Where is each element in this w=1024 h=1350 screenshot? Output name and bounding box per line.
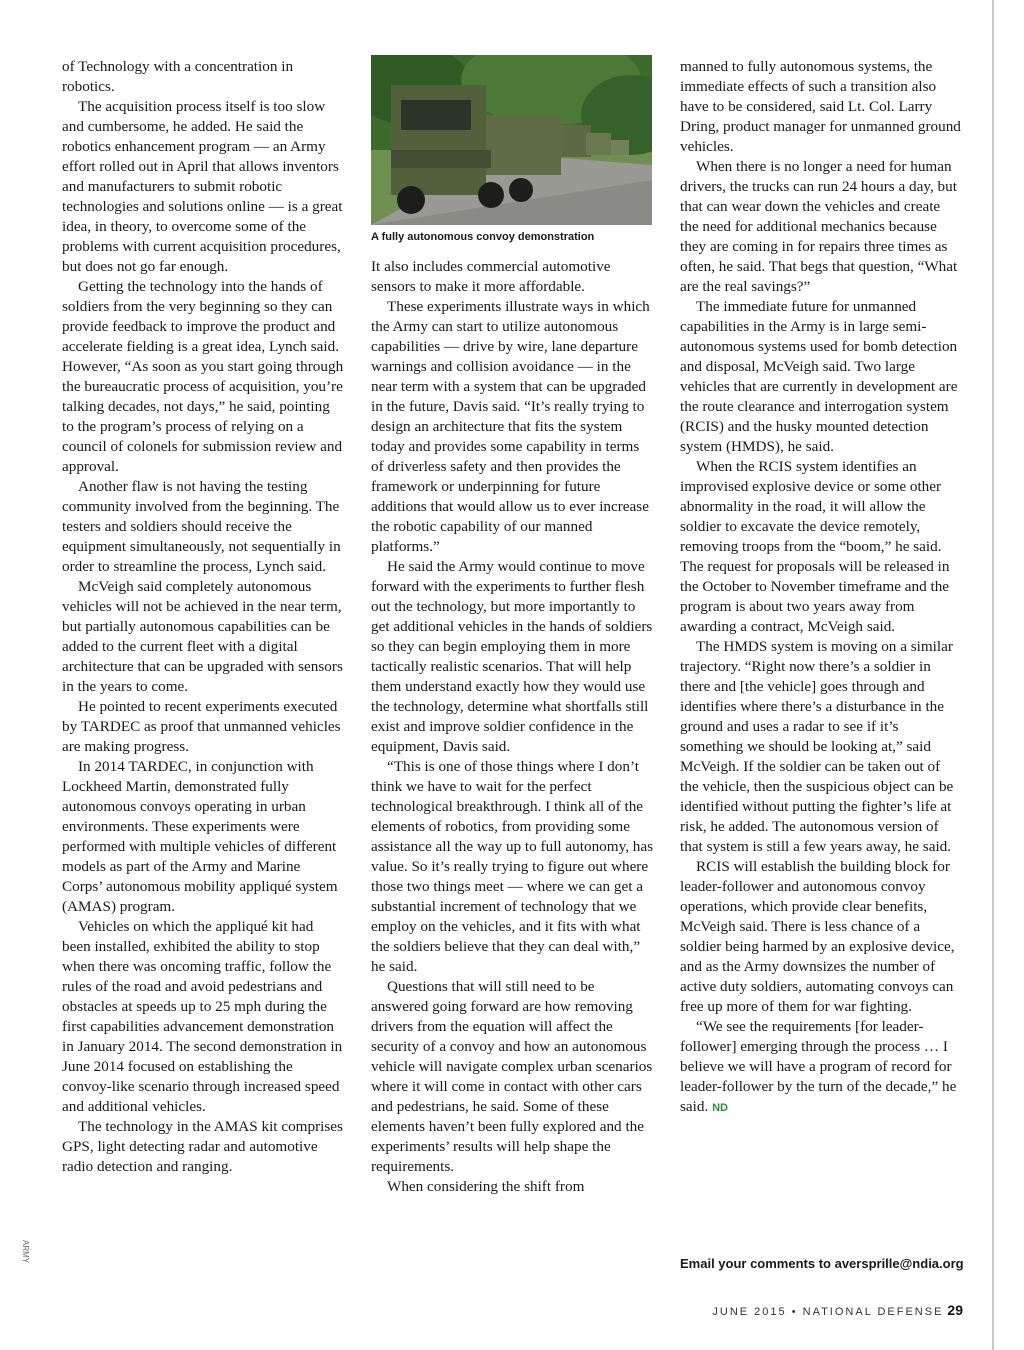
paragraph: The immediate future for unmanned capabilities in the Army is in large semi-autonomous systems used for bomb detection and disposal, McVeigh said. Two large vehicles that are currently in development are the route clearance and interrogation system (RCIS) and the husky mounted detection system (HMDS), he said. (680, 298, 958, 455)
paragraph: Getting the technology into the hands of soldiers from the very beginning so they can provide feedback to improve the product and accelerate fielding is a great idea, Lynch said. However, “As soon as you start going through the bureaucratic process of acquisition, you’re talking decades, not days,” he said, pointing to the program’s process of relying on a council of colonels for submission review and approval. (62, 278, 344, 475)
paragraph: The acquisition process itself is too slow and cumbersome, he added. He said the robotics enhancement program — an Army effort rolled out in April that allows inventors and manufacturers to submit robotic technologies and solutions online — is a great idea, in theory, to overcome some of the problems with current acquisition procedures, but does not go far enough. (62, 98, 343, 275)
paragraph: Vehicles on which the appliqué kit had been installed, exhibited the ability to stop when there was oncoming traffic, follow the rules of the road and avoid pedestrians and obstacles at speeds up to 25 mph during the first capabilities advancement demonstration in January 2014. The second demonstration in June 2014 focused on establishing the convoy-like scenario through increased speed and additional vehicles. (62, 918, 343, 1115)
photo-caption: A fully autonomous convoy demonstration (371, 231, 595, 243)
paragraph: McVeigh said completely autonomous vehicles will not be achieved in the near term, but partially autonomous capabilities can be added to the current fleet with a digital architecture that can be upgraded with sensors in the years to come. (62, 578, 343, 695)
paragraph: The HMDS system is moving on a similar trajectory. “Right now there’s a soldier in there and [the vehicle] goes through and identifies where there’s a disturbance in the ground and uses a radar to see if it’s something we should be looking at,” said McVeigh. If the soldier can be taken out of the vehicle, then the suspicious object can be identified without putting the fighter’s life at risk, he added. The autonomous version of that system is still a few years away, he said. (680, 638, 954, 855)
paragraph: He said the Army would continue to move forward with the experiments to further flesh out the technology, but more importantly to get additional vehicles in the hands of soldiers so they can begin employing them in more tactically realistic scenarios. That will help them understand exactly how they would use the technology, determine what shortfalls still exist and improve soldier confidence in the equipment, Davis said. (371, 558, 653, 755)
end-mark: ND (712, 1102, 728, 1114)
paragraph: Questions that will still need to be answered going forward are how removing drivers from the equation will affect the security of a convoy and how an autonomous vehicle will navigate complex urban scenarios where it will come in contact with other cars and pedestrians, he said. Some of these elements haven’t been fully explored and the experiments’ results will help shape the requirements. (371, 978, 653, 1175)
paragraph-text: “We see the requirements [for leader-follower] emerging through the process … I believe we will have a program of record for leader-follower by the turn of the decade,” he said. (680, 1018, 957, 1115)
footer-issue-text: JUNE 2015 • NATIONAL DEFENSE (712, 1306, 944, 1318)
paragraph (680, 1017, 962, 1118)
article-column-1 (62, 57, 344, 1177)
paragraph: “This is one of those things where I don’t think we have to wait for the perfect technological breakthrough. I think all of the elements of robotics, from providing some assistance all the way up to full autonomy, has value. So it’s really trying to figure out where those two things meet — where we can get a substantial increment of technology that we employ on the vehicles, and it fits with what the soldiers believe that they can deal with,” he said. (371, 758, 654, 975)
page-number: 29 (947, 1302, 963, 1318)
paragraph: When considering the shift from (387, 1178, 585, 1195)
paragraph: of Technology with a concentration in robotics. (62, 58, 294, 95)
section-label: ARMY (21, 1240, 30, 1264)
page-edge-rule (992, 0, 994, 1350)
paragraph: It also includes commercial automotive sensors to make it more affordable. (371, 258, 611, 295)
article-column-3 (680, 57, 962, 1118)
paragraph: In 2014 TARDEC, in conjunction with Lockheed Martin, demonstrated fully autonomous convoys operating in urban environments. These experiments were performed with multiple vehicles of different models as part of the Army and Marine Corps’ autonomous mobility appliqué system (AMAS) program. (62, 758, 338, 915)
paragraph: He pointed to recent experiments executed by TARDEC as proof that unmanned vehicles are making progress. (62, 698, 341, 755)
paragraph: When there is no longer a need for human drivers, the trucks can run 24 hours a day, but that can wear down the vehicles and create the need for additional mechanics because they are coming in for repairs three times as often, he said. That begs that question, “What are the real savings?” (680, 158, 958, 295)
paragraph: Another flaw is not having the testing community involved from the beginning. The testers and soldiers should receive the equipment simultaneously, not sequentially in order to streamline the process, Lynch said. (62, 478, 341, 575)
email-comments-line: Email your comments to aversprille@ndia.org (680, 1256, 964, 1271)
paragraph: These experiments illustrate ways in which the Army can start to utilize autonomous capabilities — drive by wire, lane departure warnings and collision avoidance — in the near term with a system that can be upgraded in the future, Davis said. “It’s really trying to design an architecture that fits the system today and provides some capability in terms of driverless safety and then provides the framework or underpinning for future additions that would allow us to ever increase the robotic capability of our manned platforms.” (371, 298, 650, 555)
paragraph: When the RCIS system identifies an improvised explosive device or some other abnormality in the road, it will allow the soldier to excavate the device remotely, removing troops from the “boom,” he said. The request for proposals will be released in the October to November timeframe and the program is about two years away from awarding a contract, McVeigh said. (680, 458, 950, 635)
paragraph: RCIS will establish the building block for leader-follower and autonomous convoy operations, which provide clear benefits, McVeigh said. There is less chance of a soldier being harmed by an explosive device, and as the Army downsizes the number of active duty soldiers, automating convoys can free up more of them for war fighting. (680, 858, 955, 1015)
paragraph: manned to fully autonomous systems, the immediate effects of such a transition also have to be considered, said Lt. Col. Larry Dring, product manager for unmanned ground vehicles. (680, 58, 961, 155)
convoy-photo (371, 55, 652, 225)
paragraph: The technology in the AMAS kit comprises GPS, light detecting radar and automotive radio detection and ranging. (62, 1118, 343, 1175)
page-footer (712, 1302, 963, 1318)
